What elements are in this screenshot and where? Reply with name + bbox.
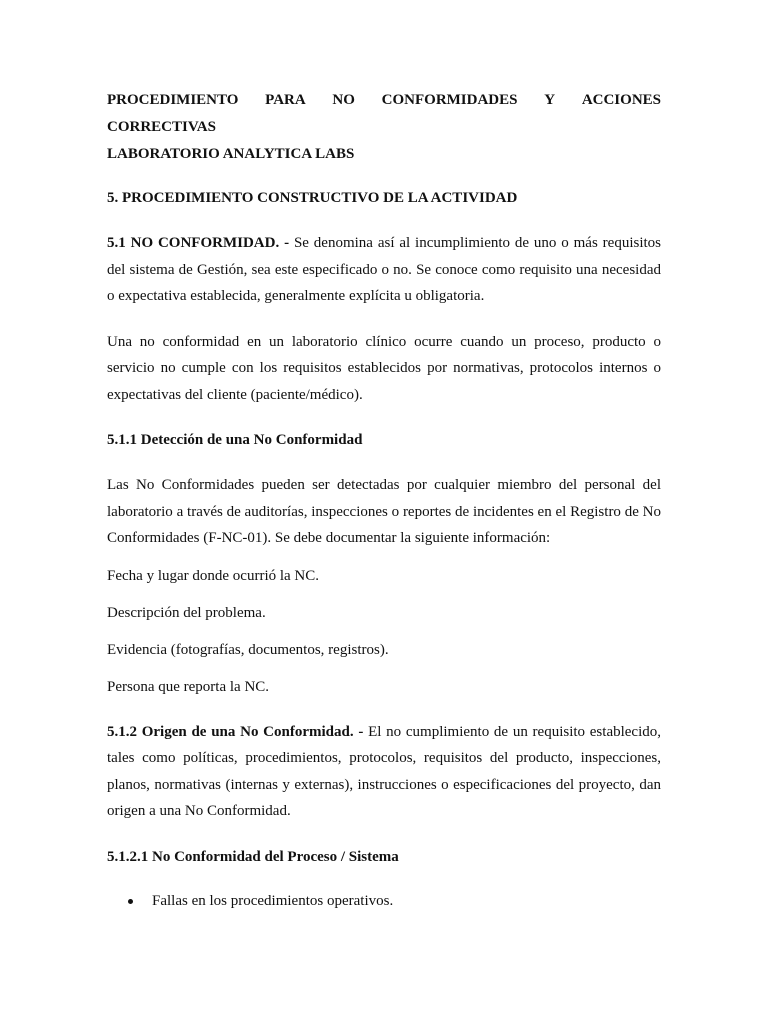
info-item: Descripción del problema.	[107, 604, 266, 621]
section-5-1-2-1-heading: 5.1.2.1 No Conformidad del Proceso / Sistema	[107, 848, 399, 865]
section-5-heading: 5. PROCEDIMIENTO CONSTRUCTIVO DE LA ACTIVIDAD	[107, 190, 518, 206]
list-item	[107, 888, 661, 914]
title-word: NO	[332, 92, 355, 108]
info-item: Evidencia (fotografías, documentos, registros).	[107, 641, 389, 658]
list-item-text: Fallas en los procedimientos operativos.	[152, 892, 394, 909]
info-item: Persona que reporta la NC.	[107, 678, 270, 695]
title-word: PARA	[265, 92, 306, 108]
section-5-1-1-heading: 5.1.1 Detección de una No Conformidad	[107, 432, 363, 448]
section-5-1-2-paragraph	[107, 719, 661, 825]
section-5-1-2-label: 5.1.2 Origen de una No Conformidad. -	[107, 723, 364, 740]
section-5-1-2-text: El no cumplimiento de un requisito establecido, tales como políticas, procedimientos, protocolos, requisitos del producto, inspecciones, planos, normativas (internas y externas), instrucciones o especificaciones del proyecto, dan origen a una No Conformidad.	[107, 723, 661, 819]
section-5-1-label: 5.1 NO CONFORMIDAD. -	[107, 235, 290, 251]
title-word: ACCIONES	[581, 92, 661, 108]
document-subtitle-lab: LABORATORIO ANALYTICA LABS	[107, 146, 355, 162]
document-title-line-2: CORRECTIVAS	[107, 119, 216, 135]
bullet-list	[107, 888, 661, 914]
section-5-1-paragraph	[107, 230, 661, 310]
section-5-1-paragraph-2: Una no conformidad en un laboratorio clínico ocurre cuando un proceso, producto o servicio no cumple con los requisitos establecidos por normativas, protocolos internos o expectativas del cliente (paciente/médico).	[107, 333, 661, 403]
bullet-icon	[128, 899, 133, 904]
document-title-line-1	[107, 87, 661, 114]
document-page	[107, 87, 661, 914]
info-item: Fecha y lugar donde ocurrió la NC.	[107, 567, 320, 584]
title-word: PROCEDIMIENTO	[107, 92, 239, 108]
title-word: CONFORMIDADES	[381, 92, 518, 108]
section-5-1-text: Se denomina así al incumplimiento de uno o más requisitos del sistema de Gestión, sea este especificado o no. Se conoce como requisito una necesidad o expectativa establecida, generalmente explícita u obligatoria.	[107, 235, 661, 304]
title-word: Y	[544, 92, 556, 108]
section-5-1-1-paragraph: Las No Conformidades pueden ser detectadas por cualquier miembro del personal del laboratorio a través de auditorías, inspecciones o reportes de incidentes en el Registro de No Conformidades (F-NC-01). Se debe documentar la siguiente información:	[107, 477, 661, 546]
